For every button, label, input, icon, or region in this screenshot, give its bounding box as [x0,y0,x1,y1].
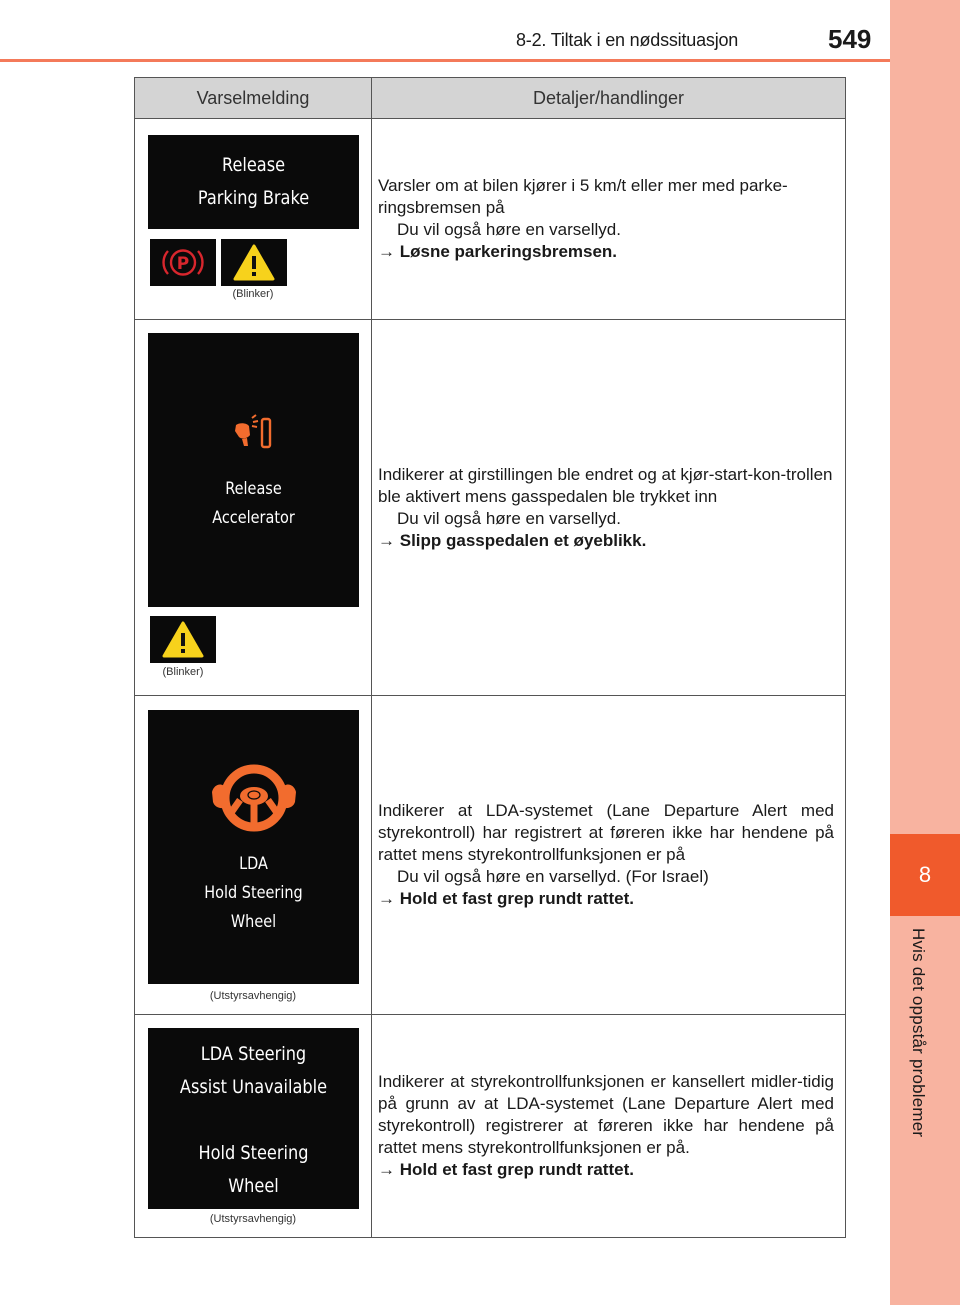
blink-caption: (Blinker) [162,666,204,678]
section-title: 8-2. Tiltak i en nødssituasjon [516,30,739,50]
details-sub: Du vil også høre en varsellyd. (For Israel) [397,867,709,886]
warning-message-table [134,77,846,1238]
details-cell [372,119,845,319]
steering-wheel-hands-icon [210,762,298,834]
col-header-details: Detaljer/handlinger [532,87,685,108]
action-text: Løsne parkeringsbremsen. [399,242,618,261]
blink-caption: (Blinker) [232,288,274,300]
action-text: Slipp gasspedalen et øyeblikk. [399,530,647,550]
table-row [135,1015,845,1237]
details-cell [372,320,845,695]
equipment-caption: (Utstyrsavhengig) [209,990,297,1002]
details-action [378,1159,834,1181]
details-action [378,530,834,552]
page-number: 549 [828,24,872,54]
table-row [135,696,845,1015]
table-row [135,119,845,320]
svg-text:P: P [176,254,190,274]
chapter-number: 8 [918,862,932,887]
arrow-symbol: → [378,1160,395,1179]
details-cell [372,696,845,1014]
screen-line [164,1104,343,1137]
parking-brake-warning-icon [150,239,216,286]
screen-line: LDA Steering [200,1043,307,1065]
release-accelerator-screen [148,333,359,607]
screen-line: Release [221,154,286,176]
screen-line: Parking Brake [197,187,310,209]
details-text: Indikerer at styrekontrollfunksjonen er kansellert midler-tidig på grunn av at LDA-systemet (Lane Departure Alert med styrekontroll) registrerer at føreren ikke har hendene på rattet mens styrekontrollfunksjonen er på. [378,1072,834,1157]
screen-line: Hold Steering [204,883,303,903]
col-header-message: Varselmelding [135,78,372,118]
arrow-symbol: → [378,889,395,908]
details-sub: Du vil også høre en varsellyd. [397,220,621,239]
screen-line: Accelerator [212,508,295,528]
table-row [135,320,845,696]
details-cell [372,1015,845,1237]
screen-line: Release [225,479,282,499]
chapter-title: Hvis det oppstår problemer [909,928,928,1138]
master-warning-icon [221,239,287,286]
equipment-caption: (Utstyrsavhengig) [209,1213,297,1225]
screen-line: Assist Unavailable [179,1076,328,1098]
details-action [378,888,834,910]
release-parking-brake-screen [148,135,359,229]
screen-line: Wheel [228,1175,279,1197]
screen-line: LDA [239,854,268,874]
header-rule [0,59,890,62]
action-text: Hold et fast grep rundt rattet. [399,1160,634,1179]
message-cell [135,320,372,695]
lda-hold-steering-screen [148,710,359,984]
details-text: Varsler om at bilen kjører i 5 km/t eller mer med parke-ringsbremsen på [378,176,788,217]
table-header [135,78,845,119]
arrow-symbol: → [378,242,395,261]
chapter-number-tab[interactable] [890,834,960,916]
message-cell [135,696,372,1014]
action-text: Hold et fast grep rundt rattet. [399,889,634,908]
screen-line: Hold Steering [198,1142,309,1164]
screen-line: Wheel [230,912,277,932]
arrow-symbol: → [378,530,395,550]
details-action [378,241,834,263]
details-text: Indikerer at girstillingen ble endret og at kjør-start-kon-trollen ble aktivert mens gasspedalen ble trykket inn [378,464,833,506]
lda-steering-unavailable-screen [148,1028,359,1209]
details-text: Indikerer at LDA-systemet (Lane Departure Alert med styrekontroll) har registrert at føreren ikke har hendene på rattet mens styrekontrollfunksjonen er på [378,801,834,864]
message-cell [135,119,372,319]
master-warning-icon [150,616,216,663]
details-sub: Du vil også høre en varsellyd. [397,508,621,528]
accelerator-pedal-icon [230,413,280,453]
message-cell [135,1015,372,1237]
